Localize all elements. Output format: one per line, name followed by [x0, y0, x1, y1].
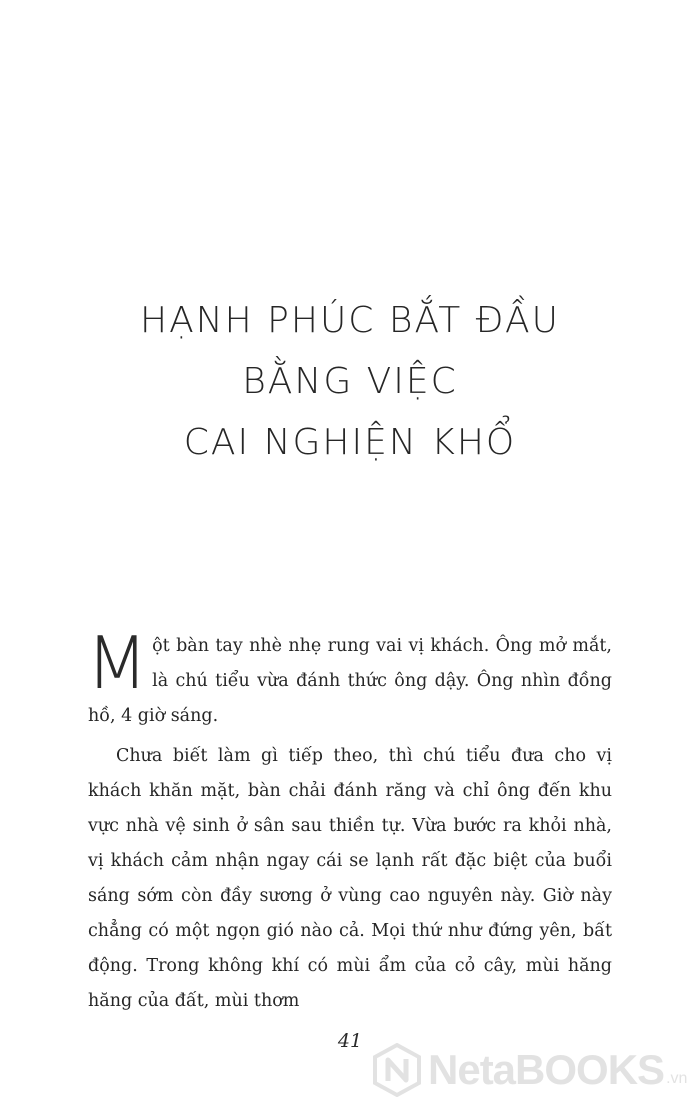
paragraph-1-text: ột bàn tay nhè nhẹ rung vai vị khách. Ông mở mắt, là chú tiểu vừa đánh thức ông dậy. Ông nhìn đồng hồ, 4 giờ sáng. — [88, 636, 612, 726]
watermark-suffix: .vn — [666, 1070, 688, 1087]
drop-cap: M — [86, 621, 149, 705]
chapter-title-line-2: BẰNG VIỆC — [242, 361, 458, 402]
page-number: 41 — [337, 1030, 363, 1052]
chapter-title — [0, 290, 700, 473]
chapter-title-line-1: HẠNH PHÚC BẮT ĐẦU — [140, 300, 560, 341]
paragraph-1 — [86, 621, 612, 734]
watermark-brand: NetaBOOKS — [428, 1046, 665, 1093]
watermark — [372, 1040, 698, 1100]
body-text — [86, 621, 612, 1024]
chapter-title-line-3: CAI NGHIỆN KHỔ — [183, 422, 517, 463]
paragraph-2: Chưa biết làm gì tiếp theo, thì chú tiểu đưa cho vị khách khăn mặt, bàn chải đánh răng và chỉ ông đến khu vực nhà vệ sinh ở sân sau thiền tự. Vừa bước ra khỏi nhà, vị khách cảm nhận ngay cái se lạnh rất đặc biệt của buổi sáng sớm còn đầy sương ở vùng cao nguyên này. Giờ này chẳng có một ngọn gió nào cả. Mọi thứ như đứng yên, bất động. Trong không khí có mùi ẩm của cỏ cây, mùi hăng hăng của đất, mùi thơm — [88, 746, 612, 1011]
neta-logo-icon — [372, 1043, 422, 1097]
